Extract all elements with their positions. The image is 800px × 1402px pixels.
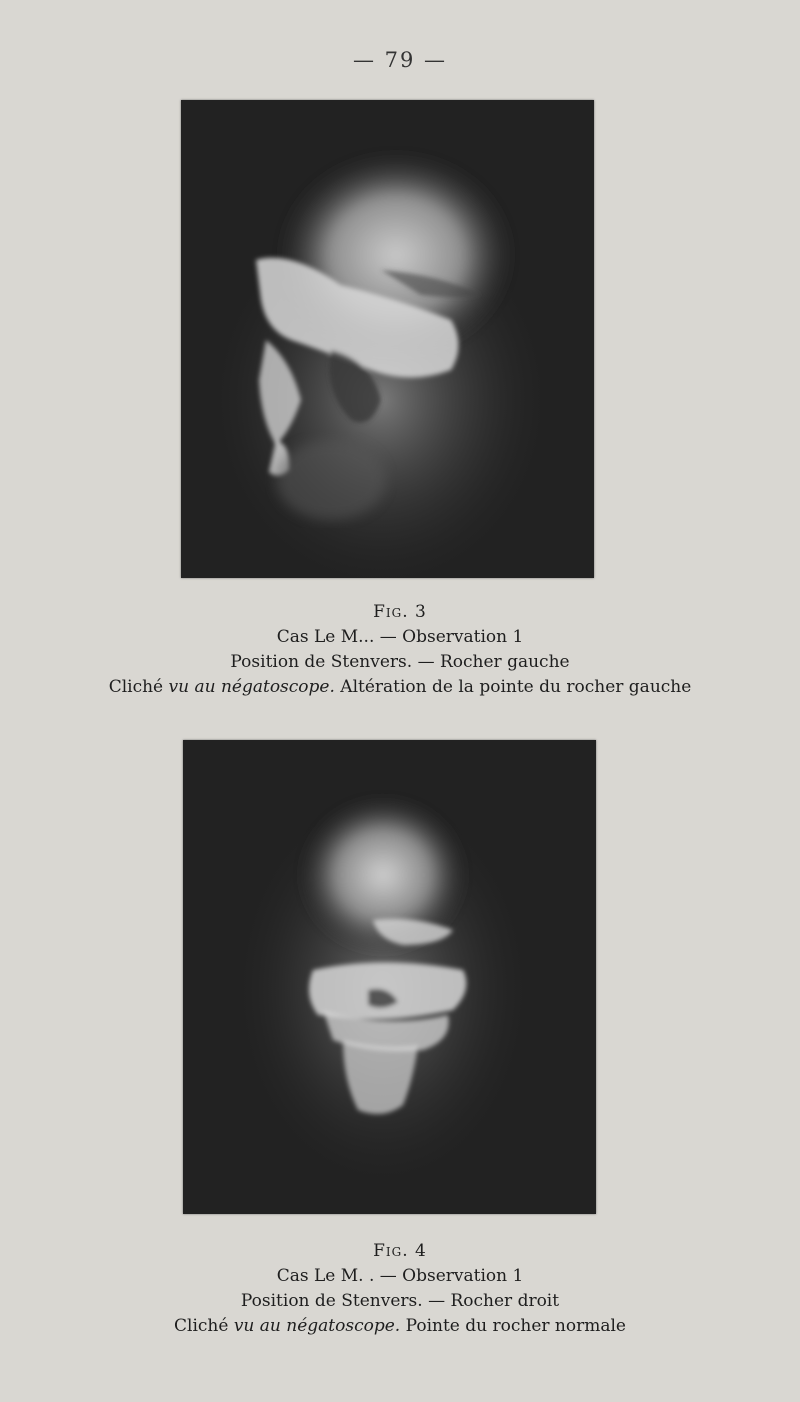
xray-figure-4 (183, 740, 596, 1214)
figure-3-desc-italic: vu au négatoscope. (168, 677, 335, 697)
figure-4-label: Fig. 4 (373, 1241, 427, 1261)
figure-4-desc-italic: vu au négatoscope. (233, 1316, 401, 1336)
page-number: — 79 — (352, 48, 448, 72)
xray-image-4 (183, 740, 596, 1214)
figure-3-desc-prefix: Cliché (108, 677, 164, 697)
figure-4-position: Position de Stenvers. — Rocher droit (240, 1291, 560, 1311)
figure-3-case: Cas Le M... — Observation 1 (276, 627, 524, 647)
figure-4-description (0, 1314, 800, 1339)
figure-3-caption (0, 600, 800, 700)
figure-3-desc-suffix: Altération de la pointe du rocher gauche (340, 677, 692, 697)
figure-3-description (0, 675, 800, 700)
figure-4-case: Cas Le M. . — Observation 1 (276, 1266, 524, 1286)
figure-4-desc-suffix: Pointe du rocher normale (405, 1316, 626, 1336)
figure-3-label: Fig. 3 (373, 602, 427, 622)
figure-4-caption (0, 1239, 800, 1339)
xray-image-3 (181, 100, 594, 578)
figure-3-position: Position de Stenvers. — Rocher gauche (230, 652, 570, 672)
xray-figure-3 (181, 100, 594, 578)
figure-4-desc-prefix: Cliché (174, 1316, 229, 1336)
